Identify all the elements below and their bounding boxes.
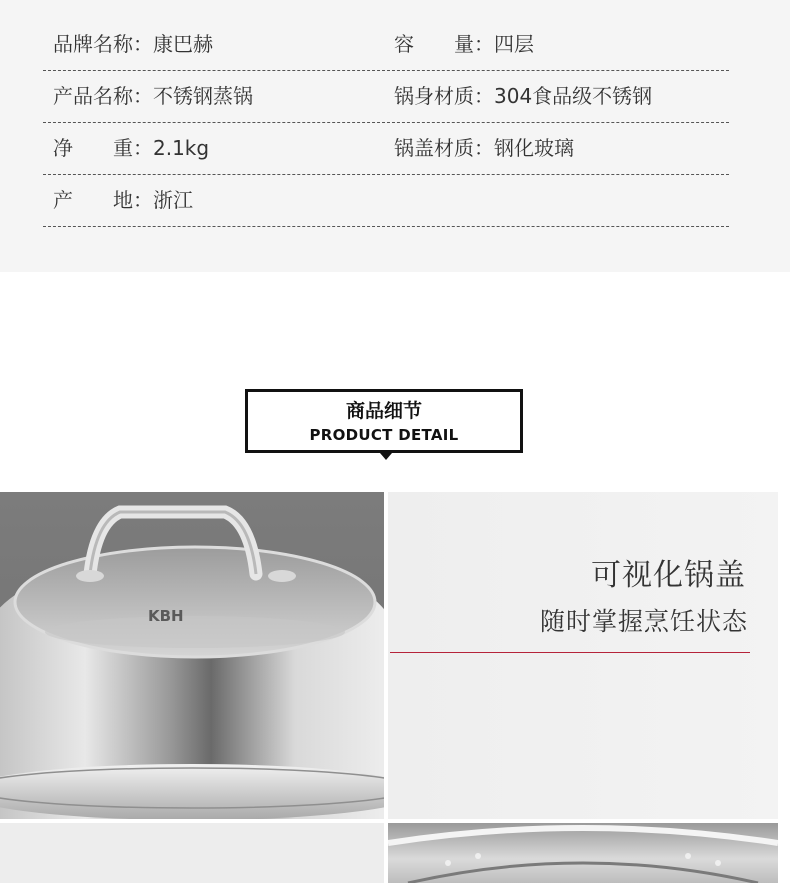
spec-row [43, 122, 729, 175]
feature-subtitle: 随时掌握烹饪状态 [539, 607, 748, 636]
spec-product-name: 产品名称：不锈钢蒸锅 [53, 84, 253, 108]
spec-brand: 品牌名称：康巴赫 [53, 32, 213, 56]
lid-logo: KBH [148, 607, 184, 625]
spec-row [43, 70, 729, 123]
spec-row [43, 18, 729, 71]
lid-illustration [0, 492, 384, 819]
spec-table [0, 0, 790, 272]
spec-weight: 净 重：2.1kg [53, 136, 210, 160]
heading-pointer [380, 453, 392, 460]
feature-panel [388, 492, 778, 819]
spec-capacity: 容 量：四层 [394, 32, 534, 56]
steamer-photo [388, 823, 778, 883]
section-title-en: PRODUCT DETAIL [309, 426, 459, 444]
feature-title: 可视化锅盖 [591, 558, 746, 593]
spec-origin: 产 地：浙江 [53, 188, 193, 212]
spec-lid-material: 锅盖材质：钢化玻璃 [394, 136, 574, 160]
section-title-cn: 商品细节 [345, 400, 422, 422]
next-photo-left [0, 823, 384, 883]
spec-row [43, 174, 729, 227]
feature-divider [390, 652, 750, 653]
lid-photo [0, 492, 384, 819]
section-heading [245, 389, 523, 453]
spec-body-material: 锅身材质：304食品级不锈钢 [394, 84, 653, 108]
steamer-illustration [388, 823, 778, 883]
